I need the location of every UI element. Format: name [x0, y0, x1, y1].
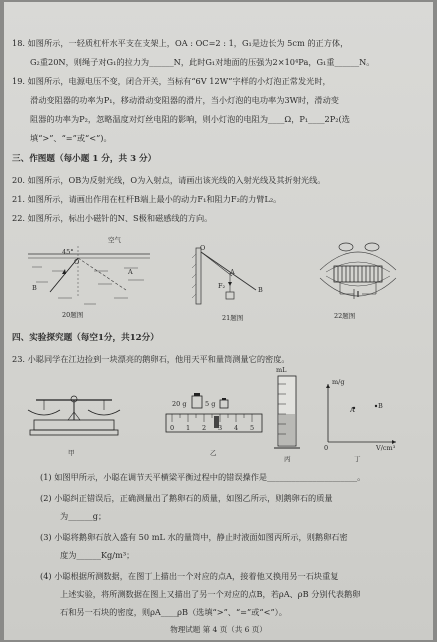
- q21-text: 21. 如图所示，请画出作用在杠杆B端上最小的动力F₁和阻力F₂的力臂L₂。: [12, 194, 282, 204]
- sub3-line2: 度为______Kg/m³；: [60, 550, 135, 560]
- fig20-label-o: O: [74, 258, 80, 266]
- figure-20-diagram: [28, 234, 158, 314]
- q18-line2: G₂重20N，则绳子对G₁的拉力为______N，此时G₁对地面的压强为2×10⁴Pa，G₁重______N。: [30, 57, 375, 67]
- cylinder-figure: [272, 374, 302, 450]
- fig22-caption: 22题图: [334, 312, 356, 320]
- sub1-text: (1) 如图甲所示，小聪在调节天平横梁平衡过程中的错误操作是______________________。: [40, 472, 366, 482]
- section3-title: 三、作图题（每小题 1 分，共 3 分）: [12, 154, 157, 164]
- fig21-label-f2: F₂: [218, 282, 226, 290]
- q19-line2: 滑动变阻器的功率为P₁，移动滑动变阻器的滑片，当小灯泡的电功率为3W时，滑动变: [30, 95, 339, 105]
- sub2-line1: (2) 小聪纠正错误后，正确测量出了鹅卵石的质量，如图乙所示，则鹅卵石的质量: [40, 493, 333, 503]
- weight-20g-label: 20 g: [172, 400, 187, 408]
- ruler-tick-3: 3: [218, 424, 223, 432]
- fig20-angle-label: 45°: [62, 248, 74, 256]
- sub4-line2: 上述实验，将所测数据在图上又描出了另一个对应的点B，若ρA、ρB 分别代表鹅卵: [60, 589, 361, 599]
- fig-jia-caption: 甲: [68, 449, 75, 457]
- q19-line4: 填“>”、“=”或“<”)。: [30, 133, 112, 143]
- q22-text: 22. 如图所示，标出小磁针的N、S极和磁感线的方向。: [12, 213, 213, 223]
- ruler-tick-0: 0: [170, 424, 175, 432]
- balance-figure: [24, 380, 124, 442]
- fig-bing-caption: 丙: [284, 455, 291, 463]
- graph-y-label: m/g: [332, 378, 345, 386]
- fig20-air-label: 空气: [108, 236, 121, 244]
- cylinder-unit-label: mL: [276, 366, 287, 374]
- sub3-line1: (3) 小聪将鹅卵石放入盛有 50 mL 水的量筒中，静止时液面如图丙所示，则鹅卵石密: [40, 532, 348, 542]
- weight-5g-label: 5 g: [205, 400, 216, 408]
- sub4-line1: (4) 小聪根据所测数据，在图丁上描出一个对应的点A，接着他又换用另一石块重复: [40, 571, 339, 581]
- graph-point-a: A: [350, 406, 355, 414]
- fig21-label-a: A: [230, 268, 235, 276]
- fig21-caption: 21题图: [222, 314, 244, 322]
- ruler-tick-1: 1: [186, 424, 191, 432]
- figure-22-diagram: [316, 238, 400, 308]
- exam-page: [4, 2, 433, 640]
- section4-title: 四、实验探究题（每空1分，共12分）: [12, 333, 159, 343]
- fig21-label-b: B: [258, 286, 263, 294]
- fig20-label-a: A: [128, 268, 133, 276]
- graph-x-label: V/cm³: [376, 444, 396, 452]
- ruler-tick-2: 2: [202, 424, 207, 432]
- fig20-label-b: B: [32, 284, 37, 292]
- fig-yi-caption: 乙: [210, 449, 217, 457]
- q19-line3: 阻器的功率为P₂，忽略温度对灯丝电阻的影响，则小灯泡的电阻为____Ω，P₁____2P₂(选: [30, 114, 350, 124]
- fig20-caption: 20题图: [62, 311, 84, 319]
- ruler-tick-5: 5: [250, 424, 255, 432]
- mass-volume-graph: [324, 382, 398, 446]
- fig21-label-o: O: [200, 244, 206, 252]
- graph-origin: 0: [324, 444, 329, 452]
- ruler-tick-4: 4: [234, 424, 239, 432]
- q18-line1: 18. 如图所示，一轻质杠杆水平支在支架上，OA : OC=2 : 1，G₁是边长为 5cm 的正方体，: [12, 38, 349, 48]
- figure-21-diagram: [192, 246, 272, 314]
- q19-line1: 19. 如图所示，电源电压不变，闭合开关，当标有“6V 12W”字样的小灯泡正常发光时，: [12, 76, 331, 86]
- page-footer: 物理试题 第 4 页（共 6 页）: [170, 625, 267, 634]
- graph-point-b: B: [378, 402, 383, 410]
- sub2-line2: 为______g；: [60, 511, 107, 521]
- q20-text: 20. 如图所示，OB为反射光线，O为入射点，请画出该光线的入射光线及其折射光线。: [12, 175, 326, 185]
- sub4-line3: 石和另一石块的密度，则ρA____ρB（选填“>”、“=”或“<”）。: [60, 607, 287, 617]
- q23-text: 23. 小聪同学在江边捡到一块漂亮的鹅卵石，他用天平和量筒测量它的密度。: [12, 354, 290, 364]
- fig-ding-caption: 丁: [354, 455, 361, 463]
